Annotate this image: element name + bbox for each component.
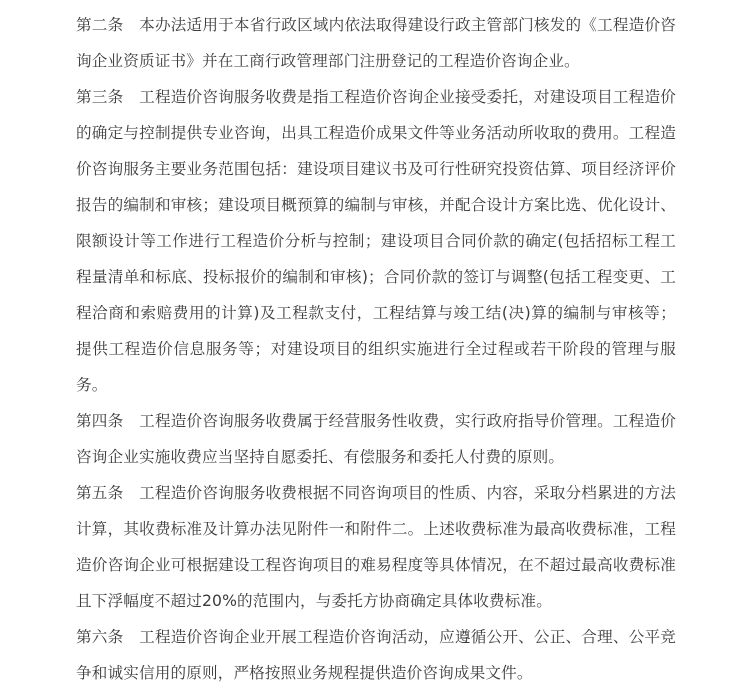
clause-article-6: 第六条 工程造价咨询企业开展工程造价咨询活动，应遵循公开、公正、合理、公平竞争和诚实信用的原则，严格按照业务规程提供造价咨询成果文件。 bbox=[76, 628, 676, 682]
clause-article-5: 第五条 工程造价咨询服务收费根据不同咨询项目的性质、内容，采取分档累进的方法计算，其收费标准及计算办法见附件一和附件二。上述收费标准为最高收费标准，工程造价咨询企业可根据建设工程咨询项目的难易程度等具体情况，在不超过最高收费标准且下浮幅度不超过20%的范围内，与委托方协商确定具体收费标准。 bbox=[76, 484, 676, 610]
article-body bbox=[76, 7, 676, 691]
clause-article-4: 第四条 工程造价咨询服务收费属于经营服务性收费，实行政府指导价管理。工程造价咨询企业实施收费应当坚持自愿委托、有偿服务和委托人付费的原则。 bbox=[76, 412, 676, 466]
clause-article-3: 第三条 工程造价咨询服务收费是指工程造价咨询企业接受委托，对建设项目工程造价的确定与控制提供专业咨询，出具工程造价成果文件等业务活动所收取的费用。工程造价咨询服务主要业务范围包括：建设项目建议书及可行性研究投资估算、项目经济评价报告的编制和审核；建设项目概预算的编制与审核，并配合设计方案比选、优化设计、限额设计等工作进行工程造价分析与控制；建设项目合同价款的确定(包括招标工程工程量清单和标底、投标报价的编制和审核)；合同价款的签订与调整(包括工程变更、工程洽商和索赔费用的计算)及工程款支付，工程结算与竣工结(决)算的编制与审核等；提供工程造价信息服务等；对建设项目的组织实施进行全过程或若干阶段的管理与服务。 bbox=[76, 88, 676, 394]
clause-article-2: 第二条 本办法适用于本省行政区域内依法取得建设行政主管部门核发的《工程造价咨询企业资质证书》并在工商行政管理部门注册登记的工程造价咨询企业。 bbox=[76, 16, 676, 70]
